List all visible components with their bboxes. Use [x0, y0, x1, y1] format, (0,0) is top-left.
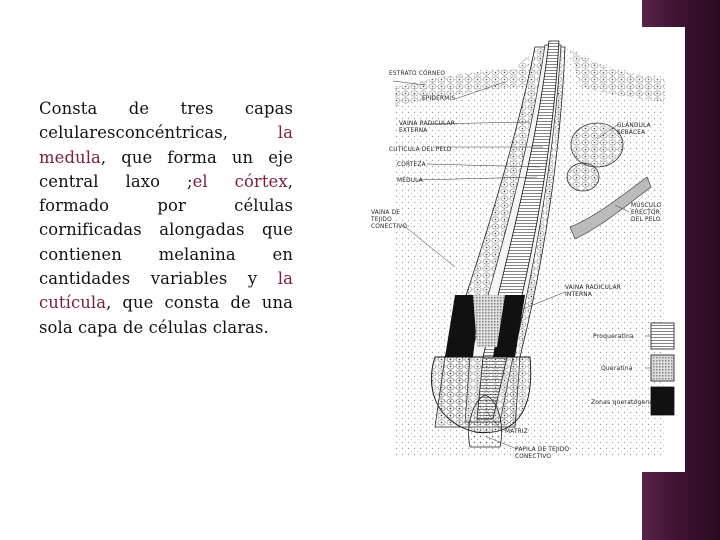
label-matriz: MATRIZ [505, 429, 528, 435]
label-medula: MÉDULA [397, 178, 423, 184]
label-vaina-tejido-conectivo: VAINA DE TEJIDO CONECTIVO [371, 210, 408, 230]
text-segment-3: , formado por células cornificadas alongadas que contienen melanina en cantidades variables y [39, 171, 293, 289]
term-cortex: el córtex [192, 171, 288, 191]
hair-follicle-diagram [365, 27, 685, 472]
text-segment-2: , que forma un eje central laxo ; [39, 147, 293, 191]
term-cuticula: la cutícula [39, 269, 293, 313]
label-corteza: CORTEZA [397, 162, 426, 168]
label-glandula-sebacea: GLÁNDULA SEBÁCEA [617, 123, 651, 136]
label-vaina-externa: VAINA RADICULAR EXTERNA [399, 121, 455, 134]
text-segment-4: , que consta de una sola capa de células claras. [39, 293, 293, 337]
legend-zonas-queratogenas: Zonas queratógenas [591, 399, 657, 406]
label-epidermis: EPIDERMIS [422, 96, 456, 102]
text-segment-1: Consta de tres capas celularesconcéntricas, [39, 99, 293, 143]
label-papila: PAPILA DE TEJIDO CONECTIVO [515, 447, 570, 460]
label-cuticula-pelo: CUTÍCULA DEL PELO [389, 147, 452, 153]
legend-queratina: Queratina [601, 365, 633, 372]
term-medula: la medula [39, 123, 293, 167]
body-paragraph [39, 97, 293, 340]
legend-proqueratina: Proqueratina [593, 333, 634, 340]
label-vaina-interna: VAINA RADICULAR INTERNA [565, 285, 621, 298]
label-estrato-corneo: ESTRATO CÓRNEO [389, 71, 446, 77]
label-musculo-erector: MÚSCULO ERECTOR DEL PELO [631, 203, 662, 223]
